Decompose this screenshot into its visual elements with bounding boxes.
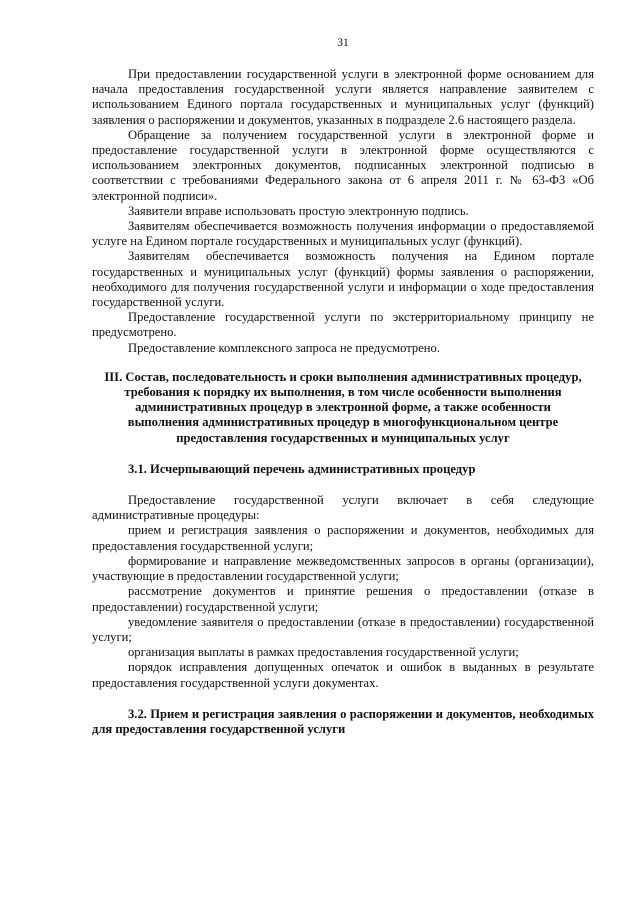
subsection-1-heading: 3.1. Исчерпывающий перечень административных процедур [128, 461, 476, 476]
procedure-item: формирование и направление межведомственных запросов в органы (организации), участвующие в предоставлении государственной услуги; [92, 553, 594, 584]
section-heading: III. Состав, последовательность и сроки выполнения административных процедур, требования к порядку их выполнения, в том числе особенности выполнения административных процедур в электронной форме, а также особенности выполнения административных процедур в многофункциональном центре предоставления государственных и муниципальных услуг [104, 369, 582, 445]
intro-paragraph-portal-basis: При предоставлении государственной услуги в электронной форме основанием для начала предоставления государственной услуги является направление заявителем с использованием Единого портала государственных и муниципальных услуг (функций) заявления о распоряжении и документов, указанных в подразделе 2.6 настоящего раздела. [92, 67, 594, 127]
procedure-item: рассмотрение документов и принятие решения о предоставлении (отказе в предоставлении) государственной услуги; [92, 584, 594, 614]
procedure-item: порядок исправления допущенных опечаток и ошибок в выданных в результате предоставления государственной услуги документах. [92, 660, 594, 690]
page-number: 31 [337, 37, 349, 49]
procedure-item: организация выплаты в рамках предоставления государственной услуги; [128, 645, 519, 660]
intro-paragraph-simple-signature: Заявители вправе использовать простую электронную подпись. [128, 203, 469, 218]
intro-paragraph-extraterritorial: Предоставление государственной услуги по экстерриториальному принципу не предусмотрено. [92, 310, 594, 340]
procedure-item: уведомление заявителя о предоставлении (отказе в предоставлении) государственной услуги; [92, 614, 594, 644]
subsection-2-heading: 3.2. Прием и регистрация заявления о распоряжении и документов, необходимых для предоставления государственной услуги [92, 706, 594, 736]
procedure-item: прием и регистрация заявления о распоряжении и документов, необходимых для предоставления государственной услуги; [92, 523, 594, 553]
intro-paragraph-complex-request: Предоставление комплексного запроса не предусмотрено. [128, 340, 440, 355]
intro-paragraph-application-form: Заявителям обеспечивается возможность получения на Едином портале государственных и муниципальных услуг (функций) формы заявления о распоряжении, необходимого для получения государственной услуги и информации о ходе предоставления государственной услуги. [92, 249, 594, 310]
intro-paragraph-service-info: Заявителям обеспечивается возможность получения информации о предоставляемой услуге на Едином портале государственных и муниципальных услуг (функций). [92, 219, 594, 249]
procedures-intro: Предоставление государственной услуги включает в себя следующие административные процедуры: [92, 493, 594, 523]
intro-paragraph-electronic-signature: Обращение за получением государственной услуги в электронной форме и предоставление государственной услуги в электронной форме осуществляются с использованием электронных документов, подписанных электронной подписью в соответствии с требованиями Федерального закона от 6 апреля 2011 г. № 63-ФЗ «Об электронной подписи». [92, 127, 594, 203]
